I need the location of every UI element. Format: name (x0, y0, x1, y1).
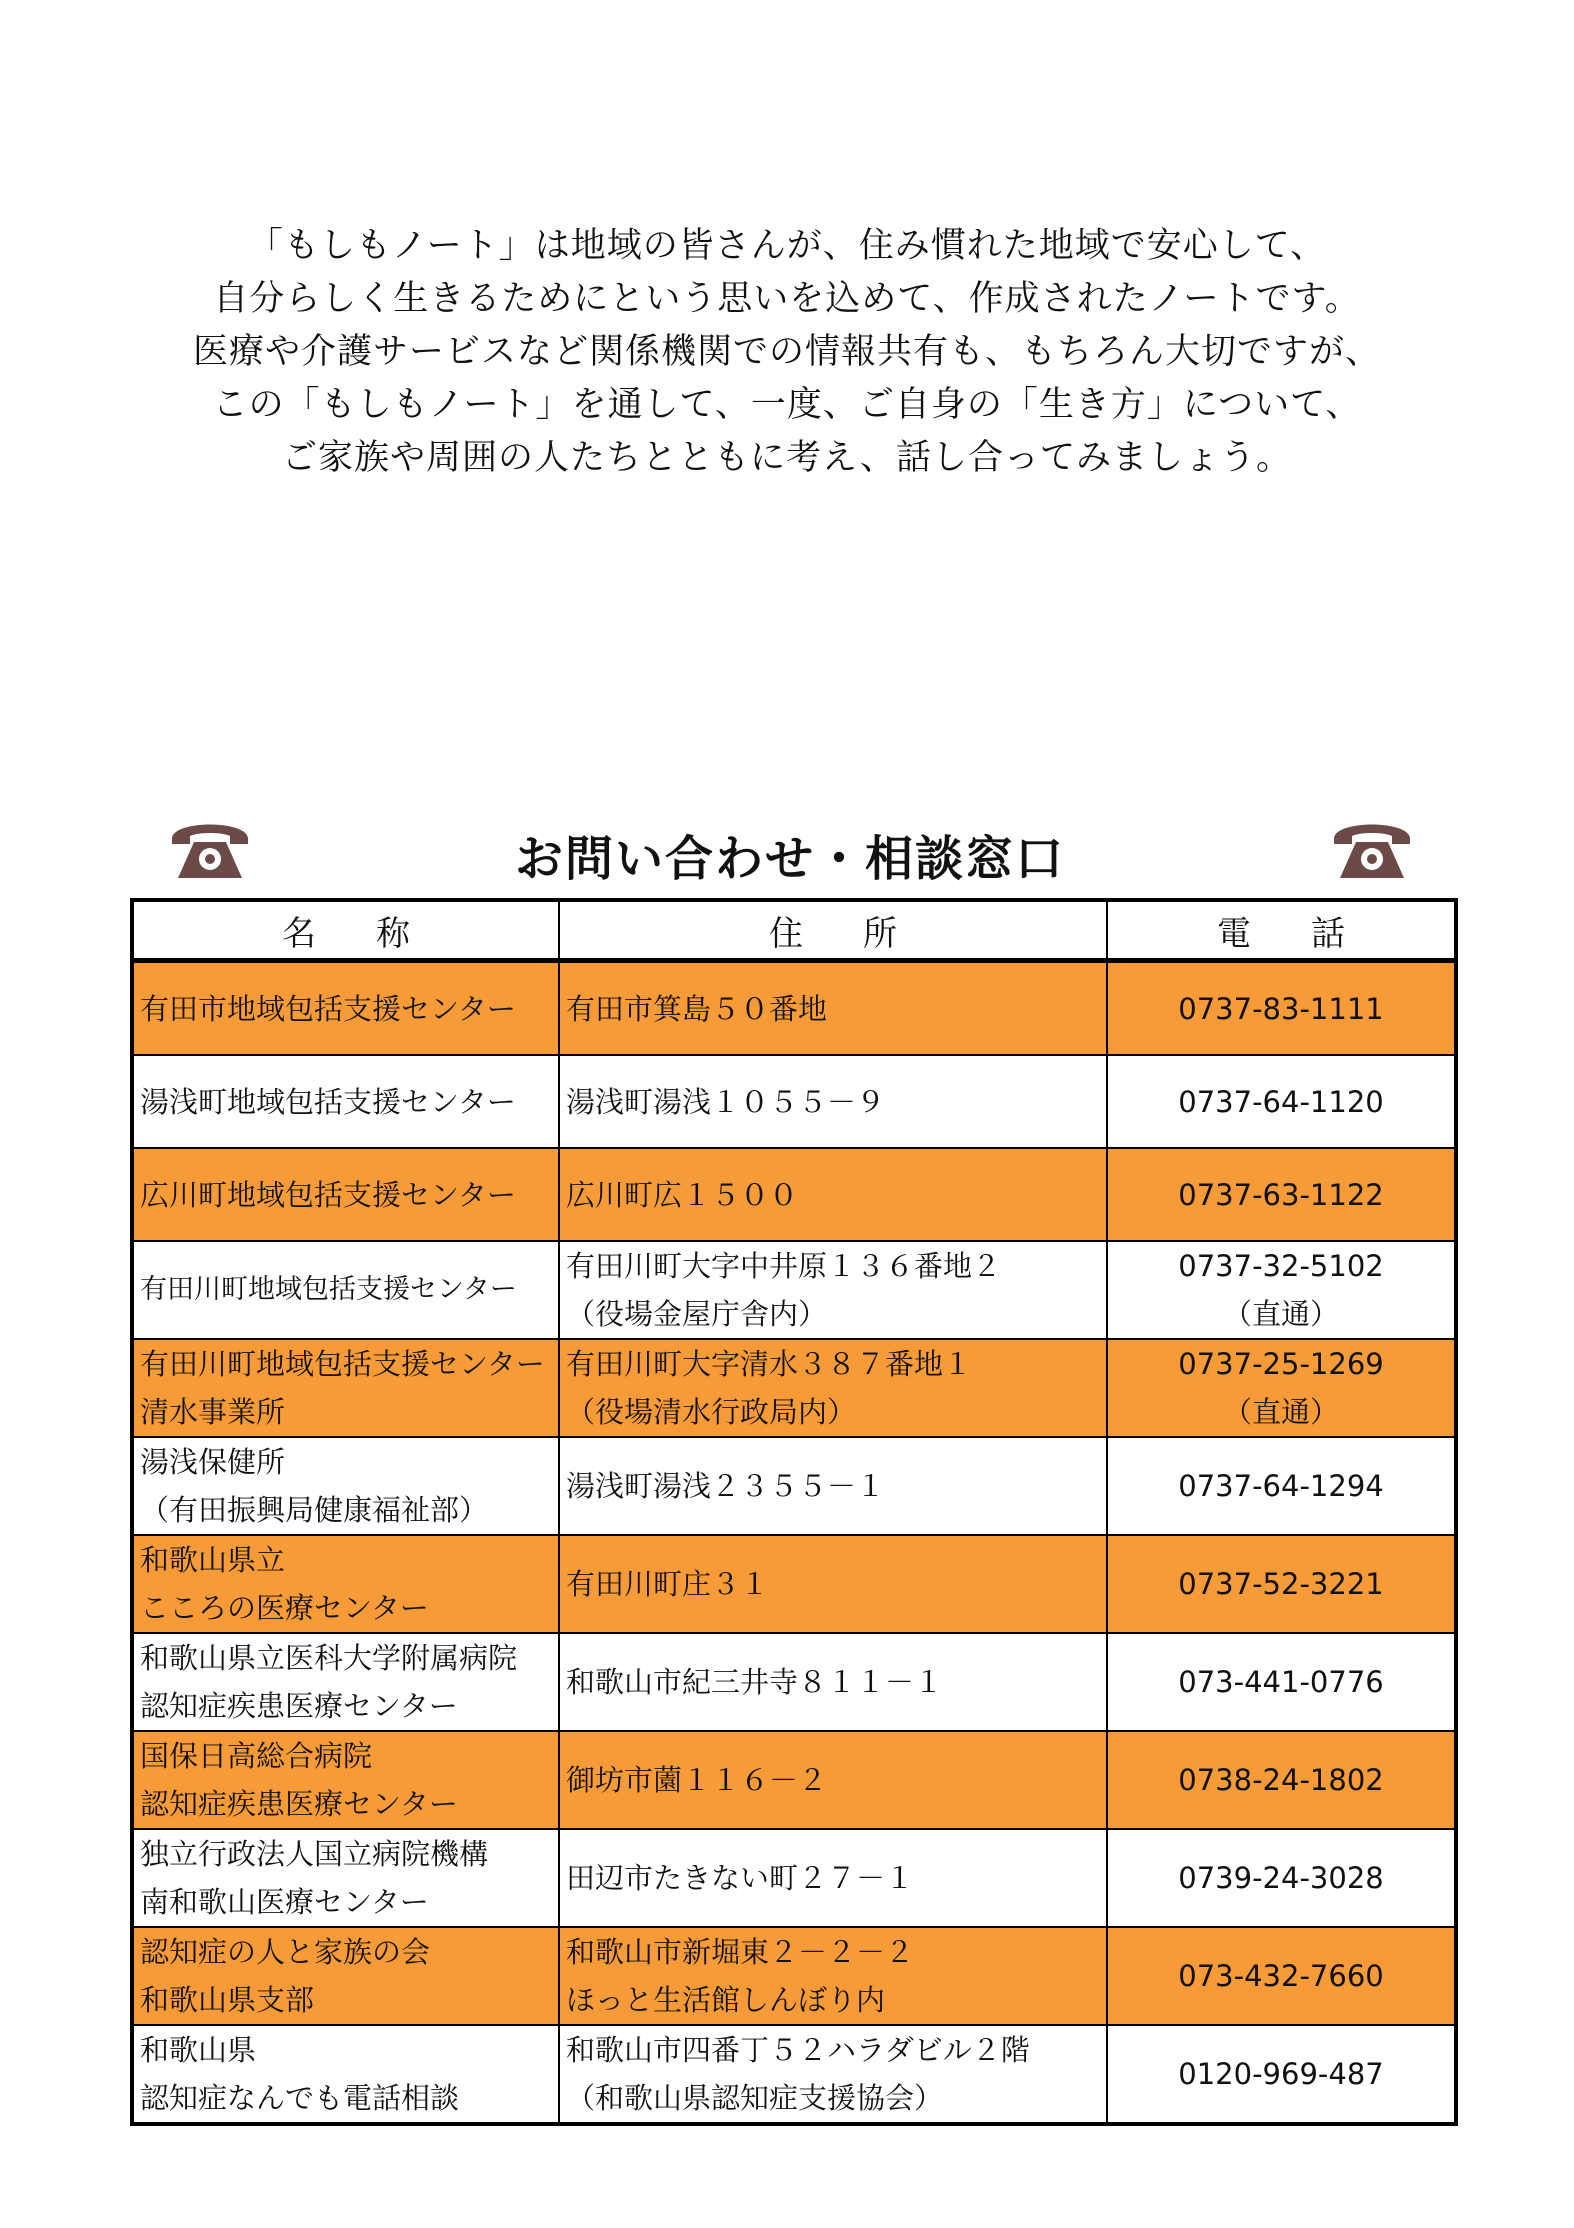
contact-address-cell (559, 1241, 1107, 1339)
table-row (132, 1535, 1456, 1633)
contact-address-cell (559, 1829, 1107, 1927)
contact-address-cell (559, 1633, 1107, 1731)
table-row (132, 1829, 1456, 1927)
contact-name: 広川町地域包括支援センター (140, 1177, 516, 1212)
contact-name-sub: 認知症なんでも電話相談 (140, 2081, 460, 2115)
contact-name: 認知症の人と家族の会 (140, 1935, 431, 1969)
contact-phone-cell (1107, 1829, 1456, 1927)
contact-address: 湯浅町湯浅２３５５－１ (566, 1469, 886, 1503)
contact-name-cell (132, 1633, 559, 1731)
intro-line: 「もしもノート」は地域の皆さんが、住み慣れた地域で安心して、 (247, 226, 1327, 266)
contact-name-sub: （有田振興局健康福祉部） (140, 1493, 489, 1527)
contact-address-cell (559, 1731, 1107, 1829)
contact-address: 湯浅町湯浅１０５５－９ (566, 1084, 886, 1119)
contact-phone: 0739-24-3028 (1178, 1861, 1384, 1895)
contact-phone: 0120-969-487 (1178, 2057, 1384, 2091)
header-address: 住所 (559, 900, 1107, 961)
contact-phone-note: （直通） (1222, 1297, 1339, 1331)
contacts-title: お問い合わせ・相談窓口 (514, 831, 1065, 887)
contact-phone-cell (1107, 1535, 1456, 1633)
contact-address-note: （和歌山県認知症支援協会） (566, 2081, 944, 2115)
contact-phone: 0737-64-1120 (1178, 1084, 1384, 1119)
table-row (132, 1339, 1456, 1437)
table-row (132, 1927, 1456, 2025)
contact-phone-note: （直通） (1222, 1395, 1339, 1429)
contact-phone: 073-432-7660 (1178, 1959, 1384, 1993)
contacts-table (130, 898, 1458, 2126)
contact-phone-cell (1107, 1927, 1456, 2025)
header-phone: 電話 (1107, 900, 1456, 961)
contact-address: 有田市箕島５０番地 (566, 991, 828, 1026)
contact-address-cell (559, 1339, 1107, 1437)
contact-phone: 0737-83-1111 (1178, 991, 1384, 1026)
intro-line: 医療や介護サービスなど関係機関での情報共有も、もちろん大切ですが、 (192, 332, 1381, 372)
contact-name: 有田川町地域包括支援センター (140, 1274, 517, 1305)
contact-address-cell (559, 961, 1107, 1056)
contact-address-cell (559, 1535, 1107, 1633)
contact-name: 湯浅保健所 (140, 1445, 286, 1479)
table-row (132, 1241, 1456, 1339)
contact-name-sub: 和歌山県支部 (140, 1983, 315, 2017)
contact-address-cell (559, 2025, 1107, 2124)
table-row (132, 1055, 1456, 1148)
contact-address-note: （役場金屋庁舎内） (566, 1297, 828, 1331)
contact-phone-cell (1107, 1055, 1456, 1148)
contact-phone: 0737-25-1269 (1178, 1347, 1384, 1381)
contact-address: 御坊市薗１１６－２ (566, 1763, 828, 1797)
contact-phone-cell (1107, 1339, 1456, 1437)
intro-line: 自分らしく生きるためにという思いを込めて、作成されたノートです。 (213, 279, 1361, 319)
contact-phone-cell (1107, 1437, 1456, 1535)
contact-phone-cell (1107, 961, 1456, 1056)
contact-name: 和歌山県 (140, 2033, 257, 2067)
table-row (132, 961, 1456, 1056)
contact-name: 国保日高総合病院 (140, 1739, 373, 1773)
contact-phone-cell (1107, 1148, 1456, 1241)
contact-name-sub: こころの医療センター (140, 1591, 429, 1625)
contact-phone-cell (1107, 1731, 1456, 1829)
contact-address: 有田川町大字中井原１３６番地２ (566, 1249, 1002, 1283)
table-row (132, 1148, 1456, 1241)
contact-name-cell (132, 1731, 559, 1829)
contact-address: 田辺市たきない町２７－１ (566, 1861, 915, 1895)
contact-name-cell (132, 1829, 559, 1927)
contact-name: 和歌山県立 (140, 1543, 286, 1577)
contacts-heading-row (130, 812, 1450, 892)
table-row (132, 1633, 1456, 1731)
table-header-row (132, 900, 1456, 961)
header-name: 名称 (132, 900, 559, 961)
contact-phone-cell (1107, 1633, 1456, 1731)
contact-address: 和歌山市四番丁５２ハラダビル２階 (566, 2033, 1030, 2067)
contact-name-cell (132, 1927, 559, 2025)
contact-phone: 0737-32-5102 (1178, 1249, 1384, 1283)
intro-line: ご家族や周囲の人たちとともに考え、話し合ってみましょう。 (281, 438, 1293, 478)
table-row (132, 1437, 1456, 1535)
contact-phone-cell (1107, 2025, 1456, 2124)
contact-phone: 0738-24-1802 (1178, 1763, 1384, 1797)
contact-address-cell (559, 1148, 1107, 1241)
contact-name: 独立行政法人国立病院機構 (140, 1837, 489, 1871)
table-row (132, 1731, 1456, 1829)
contact-name: 有田川町地域包括支援センター (140, 1347, 545, 1381)
contact-phone-cell (1107, 1241, 1456, 1339)
table-row (132, 2025, 1456, 2124)
contact-name-sub: 認知症疾患医療センター (140, 1787, 458, 1821)
contact-address-cell (559, 1437, 1107, 1535)
contact-name-cell (132, 1535, 559, 1633)
contact-name-cell (132, 2025, 559, 2124)
contact-address-note: （役場清水行政局内） (566, 1395, 857, 1429)
intro-text (0, 220, 1574, 485)
contact-name-cell (132, 1339, 559, 1437)
contact-name: 湯浅町地域包括支援センター (140, 1084, 516, 1119)
contact-phone: 073-441-0776 (1178, 1665, 1384, 1699)
contact-phone: 0737-52-3221 (1178, 1567, 1384, 1601)
contact-address: 有田川町庄３１ (566, 1567, 770, 1601)
contact-address: 広川町広１５００ (566, 1177, 799, 1212)
contact-phone: 0737-64-1294 (1178, 1469, 1384, 1503)
contact-name-cell (132, 961, 559, 1056)
contact-name: 有田市地域包括支援センター (140, 991, 516, 1026)
contact-name-cell (132, 1437, 559, 1535)
telephone-icon (1330, 812, 1414, 882)
contact-name-cell (132, 1055, 559, 1148)
contact-name: 和歌山県立医科大学附属病院 (140, 1641, 518, 1675)
contact-name-cell (132, 1241, 559, 1339)
contact-address-cell (559, 1055, 1107, 1148)
contact-name-cell (132, 1148, 559, 1241)
intro-line: この「もしもノート」を通して、一度、ご自身の「生き方」について、 (212, 385, 1362, 425)
contact-address-note: ほっと生活館しんぼり内 (566, 1983, 886, 2017)
contact-address: 和歌山市紀三井寺８１１－１ (566, 1665, 944, 1699)
contact-name-sub: 南和歌山医療センター (140, 1885, 429, 1919)
contact-name-sub: 認知症疾患医療センター (140, 1689, 458, 1723)
contact-name-sub: 清水事業所 (140, 1395, 286, 1429)
contact-address-cell (559, 1927, 1107, 2025)
contact-address: 和歌山市新堀東２－２－２ (566, 1935, 915, 1969)
contact-phone: 0737-63-1122 (1178, 1177, 1384, 1212)
contact-address: 有田川町大字清水３８７番地１ (566, 1347, 973, 1381)
